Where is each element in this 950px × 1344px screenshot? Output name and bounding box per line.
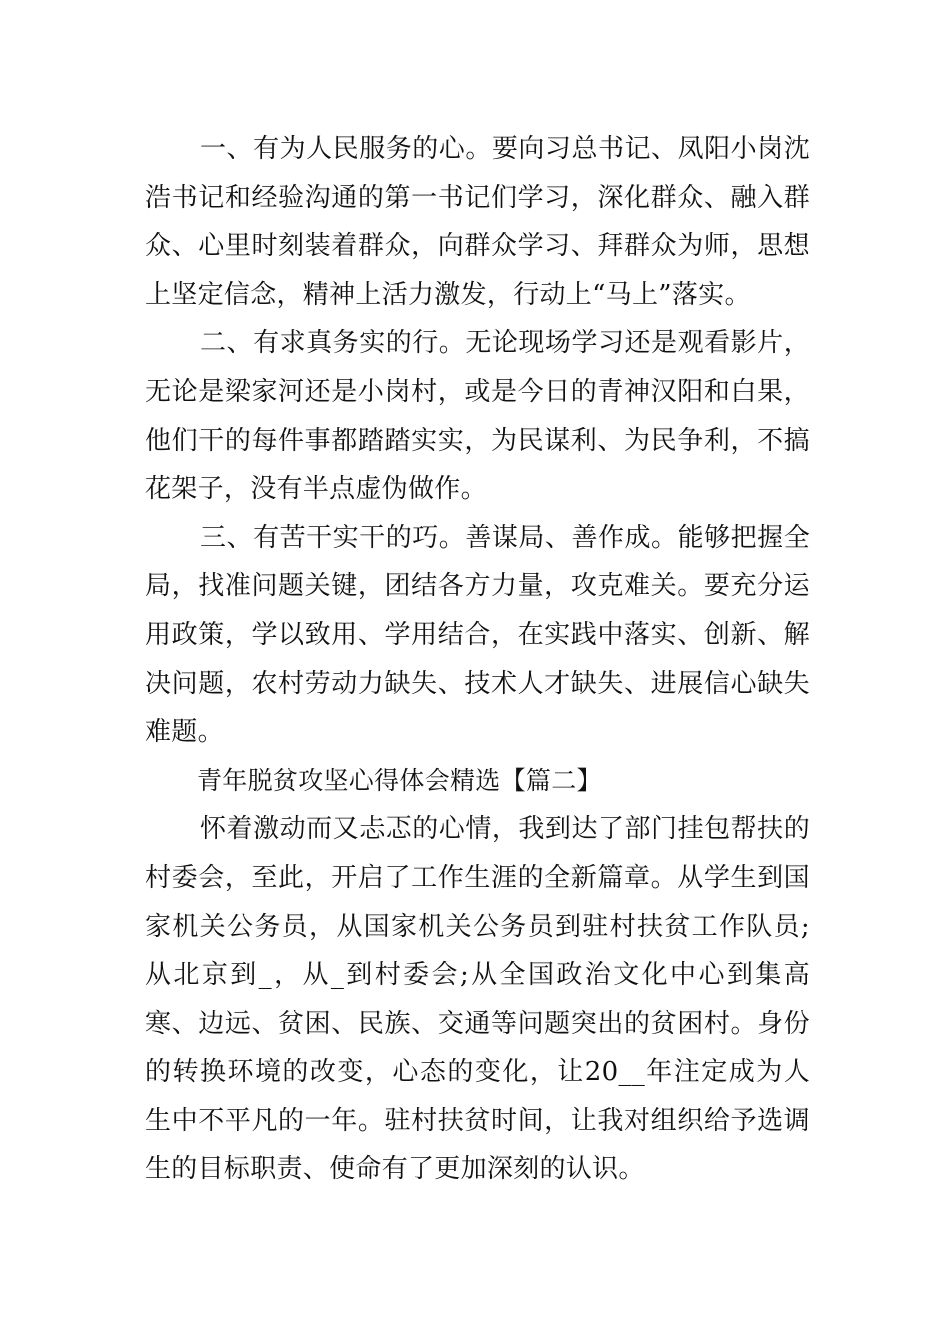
paragraph-3: 三、有苦干实干的巧。善谋局、善作成。能够把握全局，找准问题关键，团结各方力量，攻克难关。要充分运用政策，学以致用、学用结合，在实践中落实、创新、解决问题，农村劳动力缺失、技术人才缺失、进展信心缺失难题。 (145, 522, 810, 748)
paragraph-4: 怀着激动而又忐忑的心情，我到达了部门挂包帮扶的村委会，至此，开启了工作生涯的全新篇章。从学生到国家机关公务员，从国家机关公务员到驻村扶贫工作队员;从北京到_，从_到村委会;从全国政治文化中心到集高寒、边远、贫困、民族、交通等问题突出的贫困村。身份的转换环境的改变，心态的变化，让20__年注定成为人生中不平凡的一年。驻村扶贫时间，让我对组织给予选调生的目标职责、使命有了更加深刻的认识。 (145, 814, 810, 1185)
paragraph-1: 一、有为人民服务的心。要向习总书记、凤阳小岗沈浩书记和经验沟通的第一书记们学习，深化群众、融入群众、心里时刻装着群众，向群众学习、拜群众为师，思想上坚定信念，精神上活力激发，行动上“马上”落实。 (145, 134, 810, 310)
document-body (145, 125, 810, 1194)
paragraph-2: 二、有求真务实的行。无论现场学习还是观看影片，无论是梁家河还是小岗村，或是今日的青神汉阳和白果，他们干的每件事都踏踏实实，为民谋利、为民争利，不搞花架子，没有半点虚伪做作。 (145, 328, 810, 505)
section-heading: 青年脱贫攻坚心得体会精选【篇二】 (197, 765, 602, 795)
